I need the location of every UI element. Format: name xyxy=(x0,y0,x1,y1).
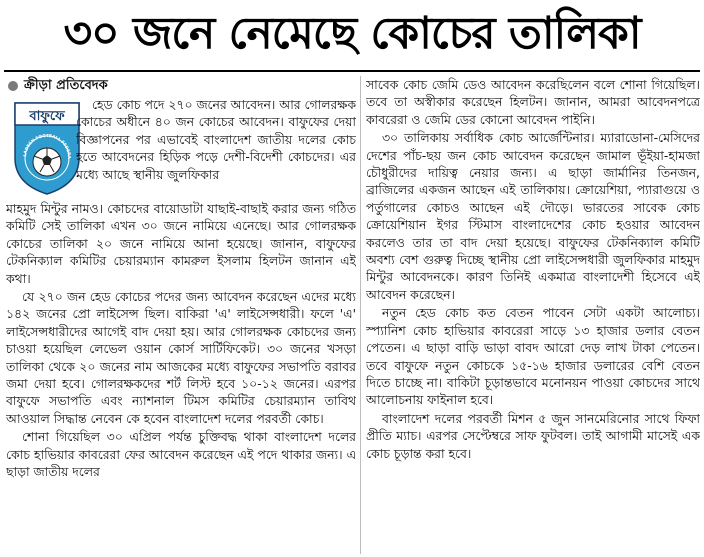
bff-logo xyxy=(12,100,82,196)
byline-text: ক্রীড়া প্রতিবেদক xyxy=(24,77,108,93)
bullet-icon xyxy=(8,81,18,91)
paragraph: যে ২৭০ জন হেড কোচের পদের জন্য আবেদন করেছেন এদের মধ্যে ১৪২ জনের প্রো লাইসেন্স ছিল। বাকিরা 'এ' লাইসেন্সধারী। ফলে 'এ' লাইসেন্সধারীদের আগেই বাদ দেয়া হয়। আর গোলরক্ষক কোচদের জন্য চাওয়া হয়েছিল লেভেল ওয়ান কোর্স সার্টিফিকেট। ৩০ জনের খসড়া তালিকা থেকে ২০ জনের নাম আজকের মধ্যে বাফুফের সভাপতি বরাবর জমা দেয়া হবে। গোলরক্ষকদের শর্ট লিস্ট হবে ১০-১২ জনের। এরপর বাফুফে সভাপতি এবং ন্যাশনাল টিমস কমিটির চেয়ারম্যান তাবিথ আওয়াল সিদ্ধান্ত নেবেন কে হবেন বাংলাদেশ দলের পরবর্তী কোচ। xyxy=(6,289,356,426)
column-2 xyxy=(366,76,700,554)
paragraph: নতুন হেড কোচ কত বেতন পাবেন সেটা একটা আলোচ্য। স্প্যানিশ কোচ হাভিয়ার কাবরেরা সাড়ে ১৩ হাজার ডলার বেতন পেতেন। এ ছাড়া বাড়ি ভাড়া বাবদ আরো দেড় লাখ টাকা পেতেন। তবে বাফুফে নতুন কোচকে ১৫-১৬ হাজার ডলারের বেশি বেতন দিতে চাচ্ছে না। বাকিটা চূড়ান্তভাবে মনোনয়ন পাওয়া কোচদের সাথে আলোচনায় ফাইনাল হবে। xyxy=(366,305,700,408)
paragraph: মাহমুদ মিন্টুর নামও। কোচদের বায়োডাটা যাছাই-বাছাই করার জন্য গঠিত কমিটি সেই তালিকা এখন ৩০ জনে নামিয়ে এনেছে। আর গোলরক্ষক কোচের তালিকা ২০ জনে নামিয়ে আনা হয়েছে। জানান, বাফুফের টেকনিক্যাল কমিটির চেয়ারম্যান কামরুল ইসলাম হিলটন জানান এই কথা। xyxy=(6,201,356,286)
column-divider xyxy=(360,76,361,554)
headline: ৩০ জনে নেমেছে কোচের তালিকা xyxy=(63,7,641,59)
intro-paragraph: হেড কোচ পদে ২৭০ জনের আবেদন। আর গোলরক্ষক কোচের অধীনে ৪০ জন কোচের আবেদন। বাফুফের দেয়া বিজ্ঞাপনের পর এভাবেই বাংলাদেশ জাতীয় দলের কোচ হতে আবেদনের হিড়িক পড়ে দেশী-বিদেশী কোচদের। এর মধ্যে আছে স্থানীয় জুলফিকার xyxy=(76,97,356,182)
logo-text: বাফুফে xyxy=(29,109,65,124)
paragraph: সাবেক কোচ জেমি ডেও আবেদন করেছিলেন বলে শোনা গিয়েছিল। তবে তা অস্বীকার করেছেন হিলটন। জানান, আমরা আবেদনপত্রে কাবরেরা ও জেমি ডের কোনো আবেদন পাইনি। xyxy=(366,77,700,127)
logo-ring-text: LADESH FOOTBALL FEDERA xyxy=(22,132,73,159)
byline xyxy=(8,76,108,96)
paragraph: শোনা গিয়েছিল ৩০ এপ্রিল পর্যন্ত চুক্তিবদ্ধ থাকা বাংলাদেশ দলের কোচ হাভিয়ার কাবরেরা ফের আবেদন করেছেন এই পদে থাকার জন্য। এ ছাড়া জাতীয় দলের xyxy=(6,429,356,480)
column-1 xyxy=(6,200,356,554)
paragraph: ৩০ তালিকায় সর্বাধিক কোচ আর্জেন্টিনার। ম্যারাডোনা-মেসিদের দেশের পাঁচ-ছয় জন কোচ আবেদন করেছেন জামাল ভূঁইয়া-হামজা চৌধুরীদের দায়িত্ব নেয়ার জন্য। এ ছাড়া জার্মানির তিনজন, ব্রাজিলের একজন আছেন এই তালিকায়। ক্রোয়েশিয়া, প্যারাগুয়ে ও পর্তুগালের কোচও আছেন এই দৌড়ে। ভারতের সাবেক কোচ ক্রোয়েশিয়ান ইগর স্টিমাস বাংলাদেশের কোচ হওয়ার আবেদন করলেও তার তা বাদ দেয়া হয়েছে। বাফুফের টেকনিক্যাল কমিটি অবশ্য বেশ গুরুত্ব দিচ্ছে স্থানীয় প্রো লাইসেন্সধারী জুলফিকার মাহমুদ মিন্টুর আবেদনকে। কারণ তিনিই একমাত্র বাংলাদেশী হিসেবে এই আবেদন করেছেন। xyxy=(366,130,700,302)
paragraph: বাংলাদেশ দলের পরবর্তী মিশন ৫ জুন সানমেরিনোর সাথে ফিফা প্রীতি ম্যাচ। এরপর সেপ্টেম্বরে সাফ ফুটবল। তাই আগামী মাসেই এক কোচ চূড়ান্ত করা হবে। xyxy=(366,410,700,461)
headline-rule xyxy=(4,70,700,72)
